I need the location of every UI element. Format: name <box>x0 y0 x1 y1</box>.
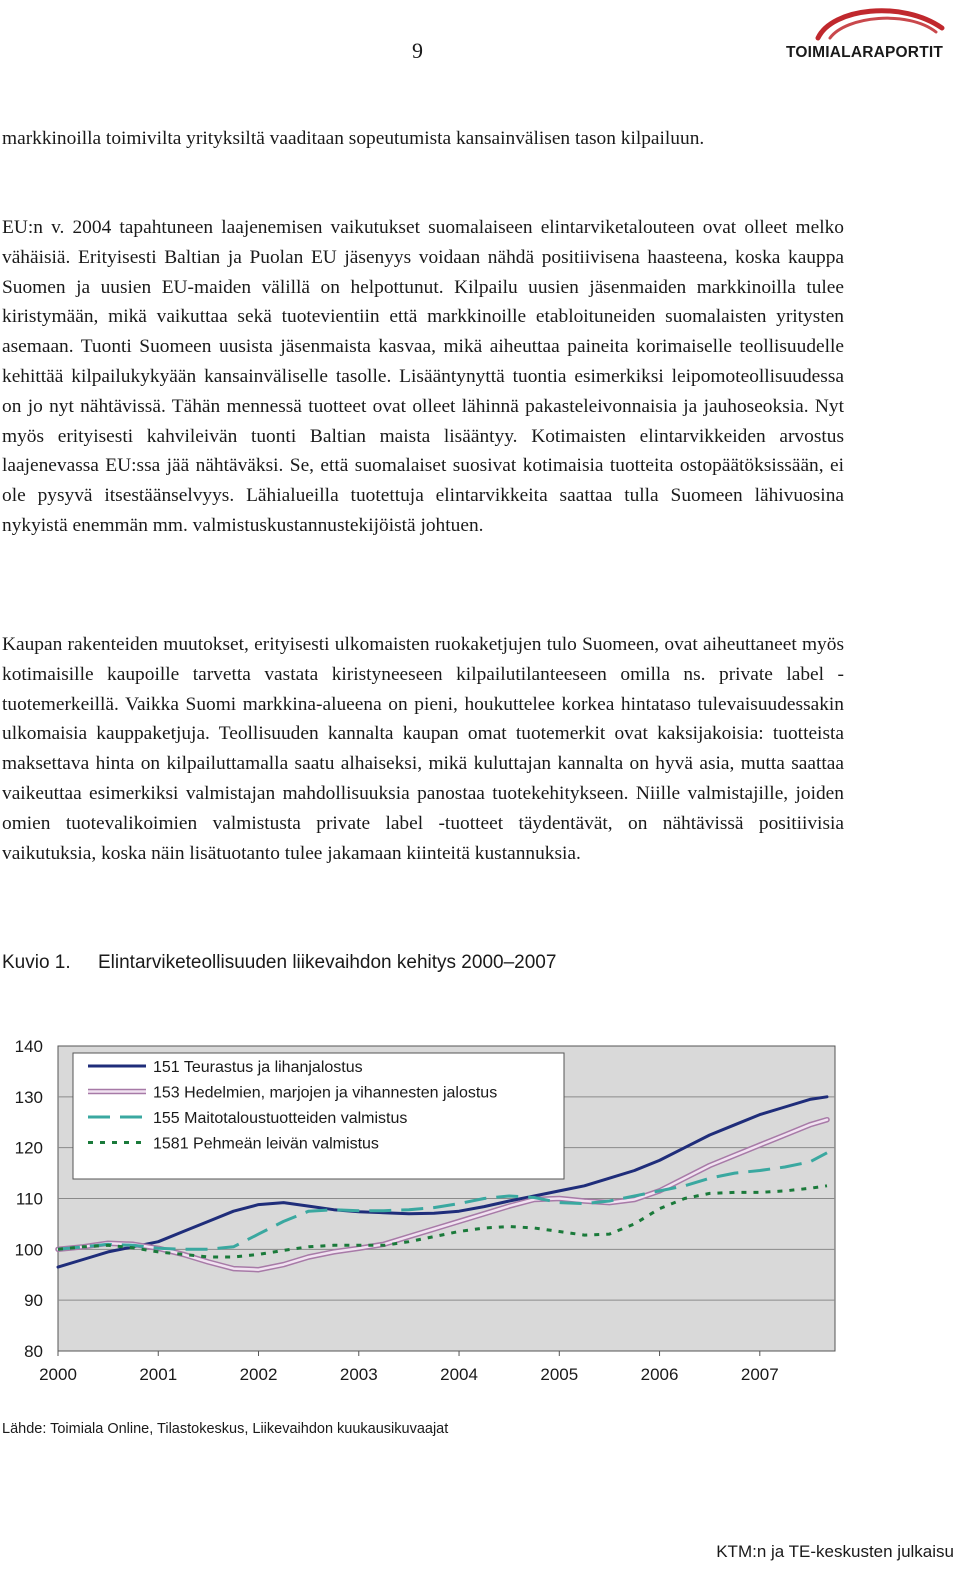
y-tick-label-90: 90 <box>24 1291 43 1311</box>
legend-label-3: 155 Maitotaloustuotteiden valmistus <box>153 1110 408 1127</box>
publisher-footer: KTM:n ja TE-keskusten julkaisu <box>716 1542 954 1561</box>
page-number: 9 <box>412 38 423 63</box>
y-tick-label-140: 140 <box>14 1037 43 1056</box>
x-tick-label-2005: 2005 <box>540 1365 579 1384</box>
figure-source: Lähde: Toimiala Online, Tilastokeskus, Liikevaihdon kuukausikuvaajat <box>2 1421 449 1437</box>
y-tick-label-130: 130 <box>14 1087 43 1107</box>
y-tick-label-120: 120 <box>14 1138 43 1158</box>
figure-label: Kuvio 1. <box>2 952 71 973</box>
x-tick-label-2007: 2007 <box>740 1365 779 1384</box>
paragraph-1: markkinoilla toimivilta yrityksiltä vaaditaan sopeutumista kansainvälisen tason kilpailuun. <box>2 128 705 149</box>
y-tick-label-80: 80 <box>24 1342 43 1361</box>
legend-label-1: 151 Teurastus ja lihanjalostus <box>153 1059 363 1076</box>
logo-text: TOIMIALARAPORTIT <box>786 44 944 61</box>
figure-caption <box>2 952 556 974</box>
toimialaraportit-logo <box>786 4 958 66</box>
x-tick-label-2006: 2006 <box>640 1365 679 1384</box>
logo-swoosh-icon <box>810 4 950 44</box>
paragraph-3: Kaupan rakenteiden muutokset, erityisesti ulkomaisten ruokaketjujen tulo Suomeen, ovat aiheuttaneet myös kotimaisille kaupoille tarvetta vastata kiristyneeseen kilpailutilanteeseen omilla ns. private label -tuotemerkeillä. Vaikka Suomi markkina-alueena on pieni, houkuttelee korkea hintataso tulevaisuudessakin ulkomaisia kauppaketjuja. Teollisuuden kannalta kaupan omat tuotemerkit ovat kaksijakoisia: tuotteista maksettava hinta on kilpailuttamalla saatu alhaiseksi, mikä kuluttajan kannalta on hyvä asia, mutta saattaa vaikeuttaa esimerkiksi valmistajan mahdollisuuksia panostaa tuotekehitykseen. Niille valmistajille, joiden omien tuotevalikoimien valmistusta private label -tuotteet täydentävät, on nähtävissä positiivisia vaikutuksia, koska näin lisätuotanto tulee jakamaan kiinteitä kustannuksia. <box>2 634 844 864</box>
paragraph-2: EU:n v. 2004 tapahtuneen laajenemisen vaikutukset suomalaiseen elintarviketalouteen ovat olleet melko vähäisiä. Erityisesti Baltian ja Puolan EU jäsenyys voidaan nähdä positiivisena haasteena, koska kauppa Suomen ja uusien EU-maiden välillä on helpottunut. Kilpailu uusien jäsenmaiden markkinoilla tulee kiristymään, mikä vaikuttaa sekä tuotevientiin että markkinoille etabloituneiden suomalaisten yritysten asemaan. Tuonti Suomeen uusista jäsenmaista kasvaa, mikä aiheuttaa paineita korimaiselle teollisuudelle kehittää kilpailukykyään kansainväliselle tasolle. Lisääntynyttä tuontia esimerkiksi leipomoteollisuudessa on jo nyt nähtävissä. Tähän mennessä tuotteet ovat olleet lähinnä pakasteleivonnaisia ja jauhoseoksia. Nyt myös erityisesti kahvileivän tuonti Baltian maista lisääntyy. Kotimaisten elintarvikkeiden arvostus laajenevassa EU:ssa jää nähtäväksi. Se, että suomalaiset suosivat kotimaisia tuotteita ostopäätöksissään, ei ole pysyvä itsestäänselvyys. Lähialueilla tuotettuja elintarvikkeita saattaa tulla Suomeen lähivuosina nykyistä enemmän mm. valmistuskustannustekijöistä johtuen. <box>2 217 844 536</box>
x-tick-label-2002: 2002 <box>239 1365 278 1384</box>
x-tick-label-2000: 2000 <box>39 1365 77 1384</box>
x-tick-label-2004: 2004 <box>440 1365 478 1384</box>
y-tick-label-110: 110 <box>15 1189 43 1209</box>
x-tick-label-2003: 2003 <box>339 1365 378 1384</box>
y-tick-label-100: 100 <box>14 1240 43 1260</box>
figure-title: Elintarviketeollisuuden liikevaihdon kehitys 2000–2007 <box>98 952 557 973</box>
legend-label-4: 1581 Pehmeän leivän valmistus <box>153 1135 379 1153</box>
line-chart <box>0 1020 860 1400</box>
legend-label-2: 153 Hedelmien, marjojen ja vihannesten jalostus <box>153 1084 498 1102</box>
x-tick-label-2001: 2001 <box>139 1365 178 1384</box>
